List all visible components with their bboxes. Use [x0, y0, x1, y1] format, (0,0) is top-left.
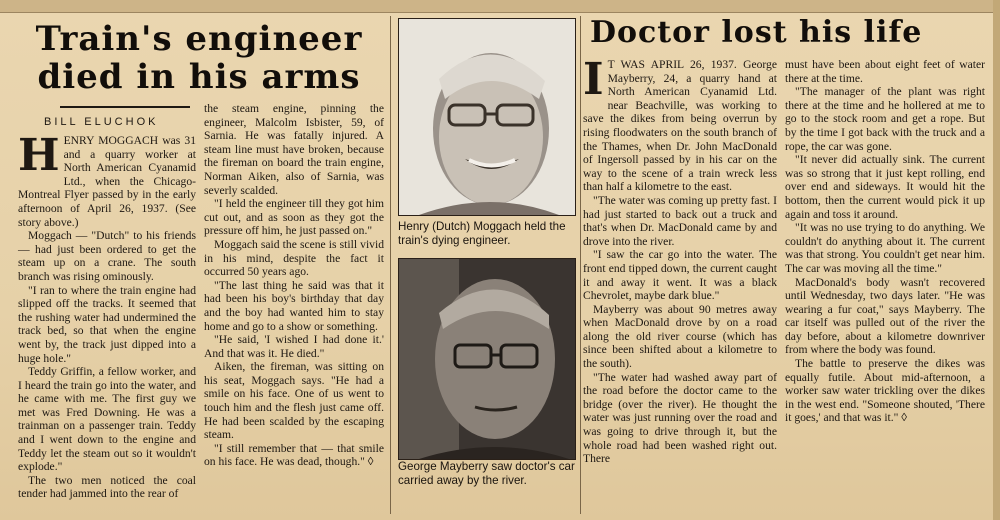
left-headline: Train's engineer died in his arms — [35, 19, 363, 97]
paragraph: "The water was coming up pretty fast. I had just started to back out a truck and that's when Dr. MacDonald came by and drove into the river. — [583, 193, 777, 248]
photo-henry-moggach — [398, 18, 576, 216]
paragraph: the steam engine, pinning the engineer, Malcolm Isbister, 59, of Sarnia. He was fatally injured. A steam line must have broken, because the fireman on board the train engine, Norman Aiken, also of Sarnia, was severly scalded. — [204, 102, 384, 197]
paragraph: The battle to preserve the dikes was equally futile. About mid-afternoon, a worker saw water trickling over the dikes in the west end. "Someone shouted, 'There it goes,' and that was it." ◊ — [785, 357, 985, 425]
paragraph: must have been about eight feet of water there at the time. — [785, 58, 985, 85]
paragraph: Mayberry was about 90 metres away when MacDonald drove by on a road along the old river course (which has since been shifted about a kilometre to the south). — [583, 302, 777, 371]
paragraph: "It was no use trying to do anything. We couldn't do anything about it. The current was that strong. You couldn't get near him. The car was moving all the time." — [785, 221, 985, 275]
left-story-column-1 — [18, 130, 196, 514]
right-story-column-1 — [583, 54, 777, 514]
byline-rule — [60, 106, 190, 108]
photo-caption-2: George Mayberry saw doctor's car carried away by the river. — [398, 460, 575, 487]
paragraph: "I still remember that — that smile on his face. He was dead, though." ◊ — [204, 441, 384, 469]
paragraph: "The last thing he said was that it had been his boy's birthday that day and the boy had wanted him to stay home and go to a show or something. — [204, 278, 384, 333]
paragraph: Aiken, the fireman, was sitting on his seat, Moggach says. "He had a smile on his face. One of us went to touch him and the flesh just came off. He had been scalded by the escaping steam. — [204, 360, 384, 442]
column-divider — [580, 16, 581, 514]
paragraph: Moggach — "Dutch" to his friends — had just been ordered to get the steam up on a crane. The south branch was rising ominously. — [18, 229, 196, 283]
drop-cap: I — [583, 54, 604, 105]
column-divider — [390, 16, 391, 514]
right-headline: Doctor lost his life — [590, 15, 923, 50]
top-edge — [0, 0, 1000, 13]
right-edge — [993, 0, 1000, 520]
paragraph: "The manager of the plant was right there at the time and he hollered at me to go to the stock room and get a rope. But by the time I got back with the truck and a rope, the car was gone. — [785, 85, 985, 153]
photo-caption-1: Henry (Dutch) Moggach held the train's dying engineer. — [398, 220, 566, 247]
byline: BILL ELUCHOK — [44, 116, 159, 128]
paragraph: Teddy Griffin, a fellow worker, and I heard the train go into the water, and he came with me. The first guy we met was Fred Downing. He was a trainman on a passenger train. Teddy and I went down to the engine and Teddy let the steam out so it wouldn't explode." — [18, 365, 196, 474]
left-story-column-2 — [204, 102, 384, 514]
paragraph: "It never did actually sink. The current was so strong that it just kept rolling, end over end and sideways. It would hit the bottom, then the current would pick it up again and toss it around. — [785, 153, 985, 221]
drop-cap: H — [18, 130, 60, 181]
paragraph: The two men noticed the coal tender had jammed into the rear of — [18, 473, 196, 501]
paragraph: "I ran to where the train engine had slipped off the tracks. It seemed that the rushing water had undermined the track bed, so that when the engine went by, the track just dipped into a huge hole." — [18, 283, 196, 365]
right-story-column-2 — [785, 58, 985, 514]
paragraph: Moggach said the scene is still vivid in his mind, despite the fact it occurred 50 years ago. — [204, 237, 384, 279]
paragraph: ENRY MOGGACH was 31 and a quarry worker at North American Cyanamid Ltd., when the Chicago-Montreal Flyer passed by in the early afternoon of April 26, 1937. (See story above.) — [18, 134, 196, 229]
paragraph: T WAS APRIL 26, 1937. George Mayberry, 24, a quarry hand at North American Cyanamid Ltd. near Beachville, was working to save the dikes from being overrun by rising floodwaters on the south branch of the Thames, when Dr. John MacDonald of Ingersoll passed by in his car on the way to the scene of a train wreck less than half a kilometre to the east. — [583, 58, 777, 194]
paragraph: "I saw the car go into the water. The front end tipped down, the current caught it and away it went. It was a black Chevrolet, maybe dark blue." — [583, 248, 777, 303]
paragraph: "The water had washed away part of the road before the doctor came to the bridge (over the river). He thought the water was just running over the road and was going to drive through it, but the whole road had been washed right out. There — [583, 370, 777, 466]
paragraph: "He said, 'I wished I had done it.' And that was it. He died." — [204, 333, 384, 360]
paragraph: "I held the engineer till they got him cut out, and as soon as they got the pressure off him, he just passed on." — [204, 197, 384, 238]
photo-george-mayberry — [398, 258, 576, 460]
paragraph: MacDonald's body wasn't recovered until Wednesday, two days later. "He was wearing a fur coat," says Mayberry. The car itself was pulled out of the river the day before, about a kilometre downriver from where the body was found. — [785, 275, 985, 357]
